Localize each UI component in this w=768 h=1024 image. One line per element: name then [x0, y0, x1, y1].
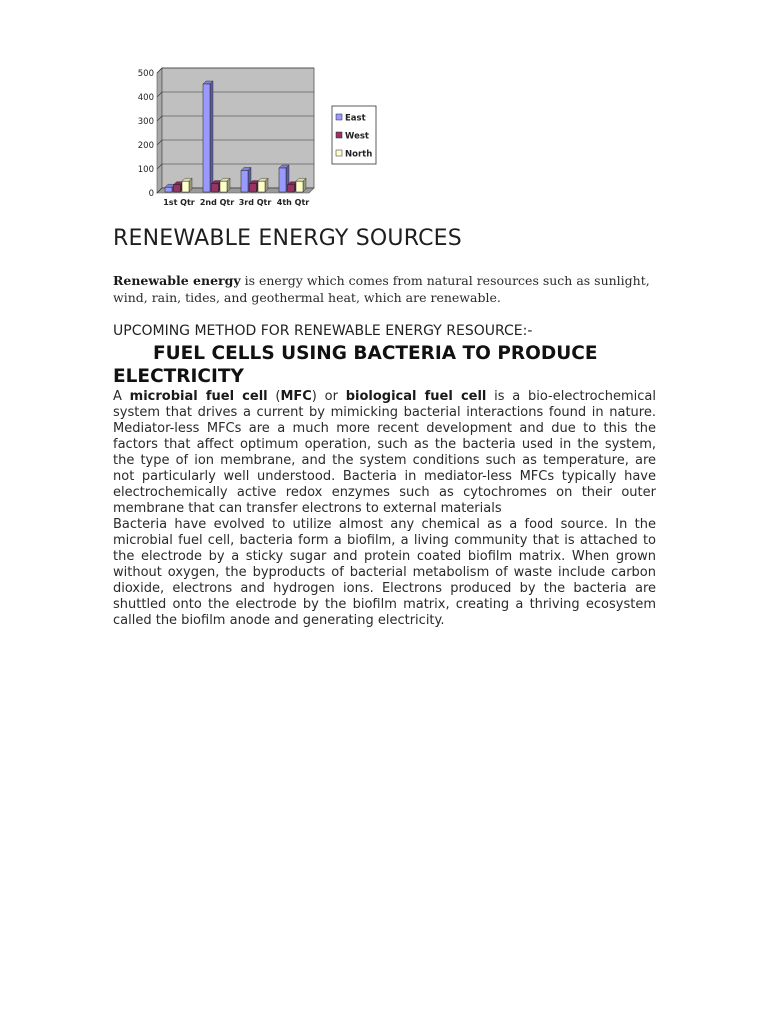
bar-west: [288, 185, 295, 192]
section-title-text: FUEL CELLS USING BACTERIA TO PRODUCE ELECTRICITY: [113, 343, 598, 387]
legend-label-east: East: [345, 113, 366, 124]
bar-side: [210, 81, 213, 192]
y-tick-label: 0: [148, 189, 154, 199]
intro-term: Renewable energy: [113, 273, 241, 288]
mfc-text-3: ) or: [311, 389, 346, 404]
x-tick-label: 3rd Qtr: [238, 198, 272, 207]
side-wall: [157, 68, 162, 193]
mfc-paragraph: [113, 389, 656, 517]
intro-paragraph: [113, 272, 658, 306]
page-title: RENEWABLE ENERGY SOURCES: [113, 226, 462, 251]
x-tick-label: 4th Qtr: [276, 198, 310, 207]
legend-label-north: North: [345, 149, 373, 160]
y-tick-label: 100: [137, 165, 154, 175]
bar-east: [165, 187, 172, 192]
bar-north: [258, 181, 265, 192]
upcoming-method-heading: UPCOMING METHOD FOR RENEWABLE ENERGY RESOURCE:-: [113, 323, 533, 339]
bar-east: [279, 168, 286, 192]
legend-label-west: West: [345, 131, 369, 142]
intro-text: is energy which comes from natural resources such as sunlight, wind, rain, tides, and geothermal heat, which are renewable.: [113, 273, 650, 305]
bar-north: [220, 181, 227, 192]
bar-north: [296, 181, 303, 192]
bar-east: [203, 84, 210, 192]
biofilm-paragraph: Bacteria have evolved to utilize almost any chemical as a food source. In the microbial fuel cell, bacteria form a biofilm, a living community that is attached to the electrode by a sticky sugar and protein coated biofilm matrix. When grown without oxygen, the byproducts of bacterial metabolism of waste include carbon dioxide, electrons and hydrogen ions. Electrons produced by the bacteria are shuttled onto the electrode by the biofilm matrix, creating a thriving ecosystem called the biofilm anode and generating electricity.: [113, 517, 656, 628]
legend-swatch-west: [336, 132, 342, 138]
y-tick-label: 300: [137, 117, 154, 127]
mfc-text-4: is a bio-electrochemical system that drives a current by mimicking bacterial interactions found in nature. Mediator-less MFCs are a much more recent development and due to this the factors that affect optimum operation, such as the bacteria used in the system, the type of ion membrane, and the system conditions such as temperature, are not particularly well understood. Bacteria in mediator-less MFCs typically have electrochemically active redox enzymes such as cytochromes on their outer membrane that can transfer electrons to external materials: [113, 389, 657, 516]
mfc-text-1: A: [113, 389, 130, 404]
mfc-text-2: (: [267, 389, 281, 404]
bar-west: [212, 184, 219, 192]
y-tick-label: 500: [137, 69, 154, 79]
bar-east: [241, 170, 248, 192]
x-tick-label: 2nd Qtr: [199, 198, 235, 207]
plot-area: [162, 68, 314, 188]
x-tick-label: 1st Qtr: [163, 198, 195, 207]
mfc-abbrev: MFC: [280, 389, 312, 404]
bar-west: [250, 184, 257, 192]
y-tick-label: 400: [137, 93, 154, 103]
y-tick-label: 200: [137, 141, 154, 151]
quarterly-bar-chart: [128, 60, 388, 212]
article-body: [113, 389, 656, 629]
mfc-term: microbial fuel cell: [129, 389, 268, 404]
bar-west: [174, 185, 181, 192]
legend-swatch-east: [336, 114, 342, 120]
biological-fuel-cell-term: biological fuel cell: [345, 389, 487, 404]
bar-north: [182, 181, 189, 192]
section-title: [113, 342, 658, 388]
legend-swatch-north: [336, 150, 342, 156]
